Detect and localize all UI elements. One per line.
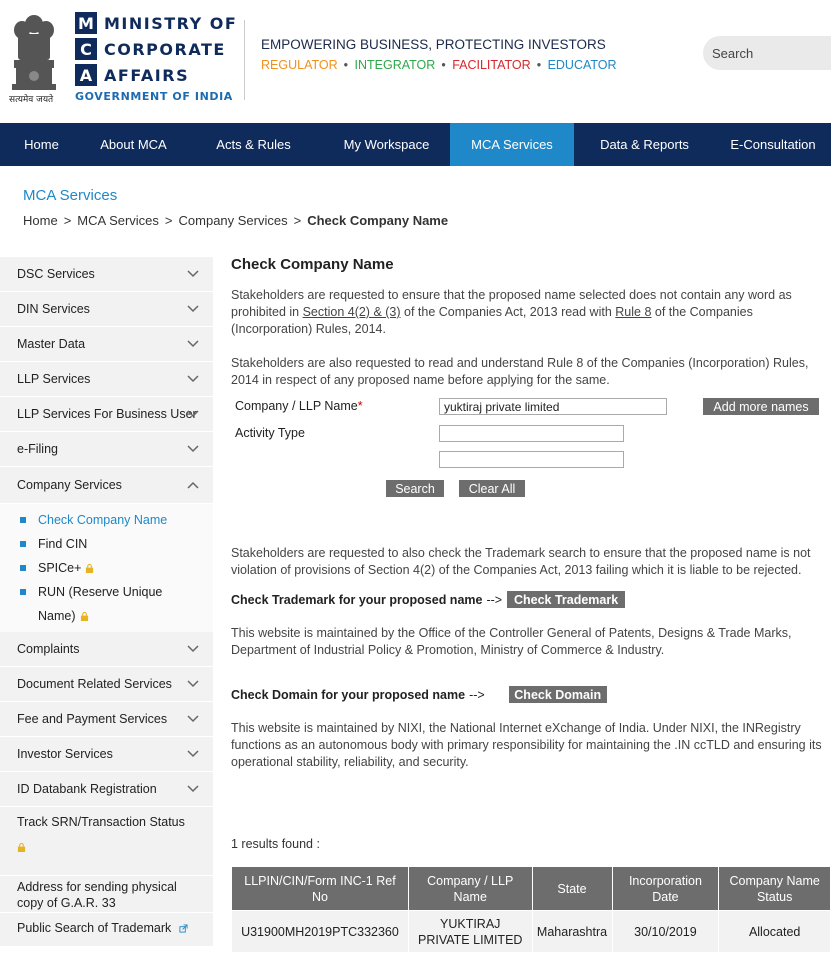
trademark-paragraph: Stakeholders are requested to also check the Trademark search to ensure that the proposed name is not violation of provisions of Section 4(2) of the Companies Act, 2013 failing which it is liable to be rejected. bbox=[231, 546, 811, 577]
logo-word-corporate: CORPORATE bbox=[104, 39, 226, 59]
table-header-row bbox=[232, 867, 831, 911]
sidebar-item-public-trademark[interactable] bbox=[0, 913, 213, 947]
sidebar-item-label: DIN Services bbox=[17, 302, 90, 316]
check-domain-button[interactable]: Check Domain bbox=[509, 686, 607, 703]
role-regulator: REGULATOR bbox=[261, 58, 338, 72]
submenu-check-company-name[interactable]: Check Company Name bbox=[20, 508, 213, 532]
sidebar-item-label: ID Databank Registration bbox=[17, 782, 157, 796]
chevron-down-icon bbox=[187, 270, 199, 278]
chevron-down-icon bbox=[187, 340, 199, 348]
chevron-up-icon bbox=[187, 481, 199, 489]
sidebar-item-label: Complaints bbox=[17, 642, 80, 656]
activity-type-input-2[interactable] bbox=[439, 451, 624, 468]
lock-icon bbox=[17, 843, 26, 852]
nav-about-mca[interactable]: About MCA bbox=[100, 137, 167, 152]
role-integrator: INTEGRATOR bbox=[354, 58, 436, 72]
nav-mca-services[interactable]: MCA Services bbox=[450, 123, 574, 166]
nav-acts-rules[interactable]: Acts & Rules bbox=[216, 137, 291, 152]
trademark-check-line: Check Trademark for your proposed name --> Check Trademark bbox=[231, 591, 831, 608]
role-educator: EDUCATOR bbox=[547, 58, 617, 72]
sidebar-item-label: LLP Services For Business User bbox=[17, 407, 197, 421]
main-content bbox=[231, 256, 831, 771]
sidebar-item-master-data[interactable] bbox=[0, 327, 213, 362]
sidebar-item-label: Master Data bbox=[17, 337, 86, 351]
submenu-spice-plus[interactable]: SPICe+ bbox=[20, 556, 213, 580]
sidebar-item-track-srn[interactable] bbox=[0, 807, 213, 876]
main-nav bbox=[0, 123, 831, 166]
external-link-icon bbox=[179, 924, 188, 933]
sidebar-item-label: LLP Services bbox=[17, 372, 91, 386]
bullet-icon bbox=[20, 565, 26, 571]
chevron-down-icon bbox=[187, 410, 199, 418]
col-header-name: Company / LLP Name bbox=[408, 867, 532, 911]
national-emblem-icon bbox=[6, 6, 62, 104]
sidebar-item-e-filing[interactable] bbox=[0, 432, 213, 467]
chevron-down-icon bbox=[187, 375, 199, 383]
col-header-status: Company Name Status bbox=[719, 867, 831, 911]
page-title: MCA Services bbox=[23, 187, 118, 204]
chevron-down-icon bbox=[187, 645, 199, 653]
company-services-submenu bbox=[0, 504, 213, 632]
intro-paragraph: Stakeholders are requested to ensure that the proposed name selected does not contain any word as prohibited in Section 4(2) & (3) of the Companies Act, 2013 read with Rule 8 of the Companies (Incorporation) Rules, 2014. bbox=[231, 288, 792, 336]
table-row bbox=[232, 911, 831, 953]
cell-incorporation-date: 30/10/2019 bbox=[612, 911, 719, 953]
company-name-input[interactable] bbox=[439, 398, 667, 415]
chevron-down-icon bbox=[187, 680, 199, 688]
lock-icon bbox=[85, 564, 94, 573]
bullet-icon bbox=[20, 517, 26, 523]
sidebar-item-label: Track SRN/Transaction Status bbox=[17, 815, 185, 829]
bullet-icon bbox=[20, 541, 26, 547]
cell-company-name: YUKTIRAJ PRIVATE LIMITED bbox=[408, 911, 532, 953]
clear-all-button[interactable]: Clear All bbox=[459, 480, 525, 497]
sidebar-item-investor-services[interactable] bbox=[0, 737, 213, 772]
submenu-run[interactable]: RUN (Reserve Unique Name) bbox=[20, 580, 213, 628]
domain-check-line: Check Domain for your proposed name --> Check Domain bbox=[231, 686, 831, 703]
logo-letter-m: M bbox=[75, 12, 97, 34]
col-header-state: State bbox=[532, 867, 612, 911]
sidebar-item-document-services[interactable] bbox=[0, 667, 213, 702]
results-count: 1 results found : bbox=[231, 837, 320, 851]
lock-icon bbox=[80, 612, 89, 621]
col-header-cin: LLPIN/CIN/Form INC-1 Ref No bbox=[232, 867, 409, 911]
company-name-label: Company / LLP Name* bbox=[235, 399, 363, 413]
nav-e-consultation[interactable]: E-Consultation bbox=[730, 137, 816, 152]
trademark-office-paragraph: This website is maintained by the Office of the Controller General of Patents, Designs & Trade Marks, Department of Industrial Policy & Promotion, Ministry of Commerce & Industry. bbox=[231, 626, 792, 657]
role-facilitator: FACILITATOR bbox=[452, 58, 531, 72]
roles-line: REGULATOR • INTEGRATOR • FACILITATOR • EDUCATOR bbox=[261, 58, 617, 72]
sidebar-item-id-databank[interactable] bbox=[0, 772, 213, 807]
main-heading: Check Company Name bbox=[231, 256, 394, 273]
nav-my-workspace[interactable]: My Workspace bbox=[343, 137, 430, 152]
sidebar-item-label: e-Filing bbox=[17, 442, 58, 456]
logo-word-ministry: MINISTRY OF bbox=[104, 13, 238, 33]
emblem-caption: सत्यमेव जयते bbox=[9, 95, 54, 105]
sidebar-item-address-gar[interactable] bbox=[0, 876, 213, 913]
cell-status: Allocated bbox=[719, 911, 831, 953]
sidebar-item-fee-payment[interactable] bbox=[0, 702, 213, 737]
name-check-form bbox=[231, 393, 831, 503]
nav-data-reports[interactable]: Data & Reports bbox=[600, 137, 689, 152]
sidebar-item-label: DSC Services bbox=[17, 267, 95, 281]
sidebar-item-label: Address for sending physical copy of G.A.R. 33 bbox=[17, 880, 177, 910]
logo-word-affairs: AFFAIRS bbox=[104, 65, 190, 85]
chevron-down-icon bbox=[187, 715, 199, 723]
breadcrumb-current: Check Company Name bbox=[307, 213, 449, 228]
sidebar-item-complaints[interactable] bbox=[0, 632, 213, 667]
col-header-date: Incorporation Date bbox=[612, 867, 719, 911]
chevron-down-icon bbox=[187, 305, 199, 313]
add-more-names-button[interactable]: Add more names bbox=[703, 398, 819, 415]
logo-letter-a: A bbox=[75, 64, 97, 86]
cell-cin: U31900MH2019PTC332360 bbox=[232, 911, 409, 953]
sidebar-item-llp-services[interactable] bbox=[0, 362, 213, 397]
link-rule-8[interactable]: Rule 8 bbox=[615, 305, 652, 319]
header-divider bbox=[244, 20, 245, 100]
logo-letter-c: C bbox=[75, 38, 97, 60]
sidebar-item-label: Fee and Payment Services bbox=[17, 712, 168, 726]
results-table bbox=[231, 866, 831, 953]
breadcrumb: Home > MCA Services > Company Services > Check Company Name bbox=[23, 213, 449, 228]
breadcrumb-company-services[interactable]: Company Services bbox=[178, 213, 288, 228]
government-of-india: GOVERNMENT OF INDIA bbox=[75, 90, 233, 103]
sidebar bbox=[0, 257, 213, 947]
mca-logo[interactable] bbox=[75, 10, 237, 88]
nav-home[interactable]: Home bbox=[24, 137, 59, 152]
search-input[interactable] bbox=[712, 46, 822, 61]
activity-type-input[interactable] bbox=[439, 425, 624, 442]
sidebar-item-company-services[interactable] bbox=[0, 467, 213, 504]
sidebar-item-din-services[interactable] bbox=[0, 292, 213, 327]
link-section-4[interactable]: Section 4(2) & (3) bbox=[302, 305, 401, 319]
chevron-down-icon bbox=[187, 785, 199, 793]
sidebar-item-label: Investor Services bbox=[17, 747, 113, 761]
sidebar-item-label: Company Services bbox=[17, 478, 122, 492]
search-box bbox=[703, 36, 831, 70]
sidebar-item-label: Document Related Services bbox=[17, 677, 172, 691]
bullet-icon bbox=[20, 589, 26, 595]
tagline: EMPOWERING BUSINESS, PROTECTING INVESTORS bbox=[261, 37, 606, 52]
sidebar-item-llp-business-user[interactable] bbox=[0, 397, 213, 432]
rule8-paragraph: Stakeholders are also requested to read and understand Rule 8 of the Companies (Incorporation) Rules, 2014 in respect of any proposed name before applying for the same. bbox=[231, 356, 809, 387]
cell-state: Maharashtra bbox=[532, 911, 612, 953]
site-header bbox=[0, 0, 831, 123]
chevron-down-icon bbox=[187, 445, 199, 453]
sidebar-item-dsc-services[interactable] bbox=[0, 257, 213, 292]
check-trademark-button[interactable]: Check Trademark bbox=[507, 591, 625, 608]
breadcrumb-home[interactable]: Home bbox=[23, 213, 58, 228]
nixi-paragraph: This website is maintained by NIXI, the National Internet eXchange of India. Under NIXI, the INRegistry functions as an autonomous body with primary responsibility for maintaining the .IN ccTLD and ensuring its operational stability, reliability, and security. bbox=[231, 721, 822, 769]
chevron-down-icon bbox=[187, 750, 199, 758]
search-button[interactable]: Search bbox=[386, 480, 444, 497]
breadcrumb-mca-services[interactable]: MCA Services bbox=[77, 213, 159, 228]
submenu-find-cin[interactable]: Find CIN bbox=[20, 532, 213, 556]
activity-type-label: Activity Type bbox=[235, 426, 305, 440]
sidebar-item-label: Public Search of Trademark bbox=[17, 921, 172, 935]
